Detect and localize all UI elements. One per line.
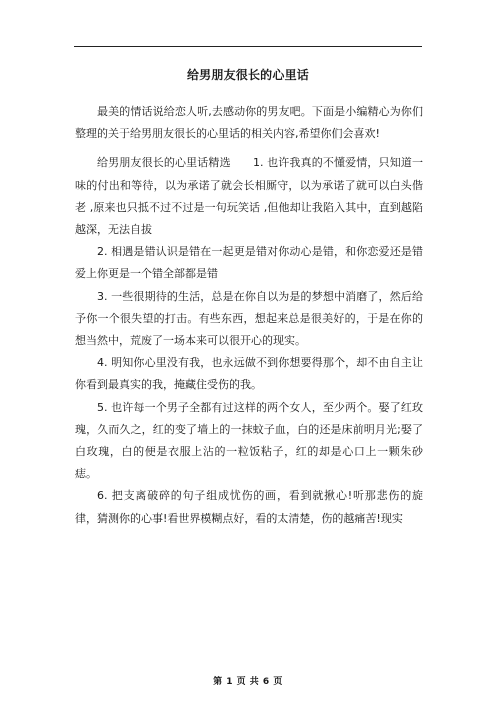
body-paragraph-3: 3. 一些很期待的生活，总是在你自以为是的梦想中消磨了，然后给予你一个很失望的打击。有些东西，想起来总是很美好的，于是在你的想当然中，荒废了一场本来可以很开心的现实。 [75, 289, 423, 348]
document-body [75, 101, 423, 530]
body-paragraph-5: 5. 也许每一个男子全都有过这样的两个女人，至少两个。娶了红玫瑰，久而久之，红的变了墙上的一抹蚊子血，白的还是床前明月光;娶了白玫瑰，白的便是衣服上沾的一粒饭粘子，红的却是心口上一颗朱砂痣。 [75, 400, 423, 481]
body-paragraph-1: 给男朋友很长的心里话精选 1. 也许我真的不懂爱情，只知道一味的付出和等待，以为承诺了就会长相厮守，以为承诺了就可以白头偕老 ,原来也只抵不过不过是一句玩笑话 ,但他却让我陷入其中，直到越陷越深，无法自拔 [75, 156, 423, 237]
paragraph-gap [75, 145, 423, 152]
header-rule [74, 46, 422, 47]
document-title: 给男朋友很长的心里话 [186, 68, 309, 82]
body-paragraph-4: 4. 明知你心里没有我，也永远做不到你想要得那个，却不由自主让你看到最真实的我，掩藏住受伤的我。 [75, 356, 423, 392]
page-number-footer: 第 1 页 共 6 页 [213, 677, 283, 687]
body-paragraph-2: 2. 相遇是错认识是错在一起更是错对你动心是错，和你恋爱还是错爱上你更是一个错全部都是错 [75, 245, 423, 281]
body-paragraph-6: 6. 把支离破碎的句子组成忧伤的画，看到就揪心!听那悲伤的旋律，猜测你的心事!看世界模糊点好，看的太清楚，伤的越痛苦!现实 [75, 489, 423, 525]
intro-paragraph: 最美的情话说给恋人听,去感动你的男友吧。下面是小编精心为你们整理的关于给男朋友很长的心里话的相关内容,希望你们会喜欢! [75, 105, 423, 141]
